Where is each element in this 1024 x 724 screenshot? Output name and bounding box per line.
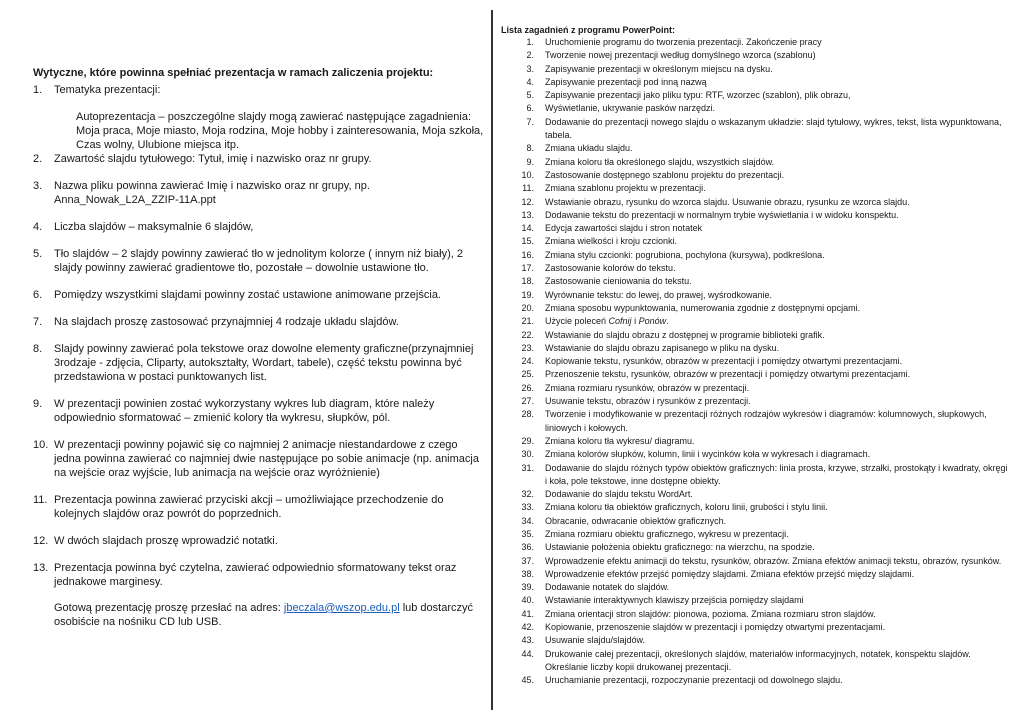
- guidelines-list: [33, 83, 485, 589]
- topic-item: [501, 342, 1011, 355]
- topic-item-number: 36.: [521, 542, 534, 553]
- topic-item-number: 31.: [521, 462, 534, 473]
- topic-item: [501, 408, 1011, 435]
- guideline-item-text: Zawartość slajdu tytułowego: Tytuł, imię i nazwisko oraz nr grupy.: [54, 153, 372, 165]
- topic-item-text: Obracanie, odwracanie obiektów graficznych.: [545, 515, 727, 526]
- topic-item: [501, 222, 1011, 235]
- topic-item-text: Wprowadzenie efektów przejść pomiędzy slajdami. Zmiana efektów przejść między slajdami.: [545, 568, 915, 579]
- topic-item: [501, 49, 1011, 62]
- topic-item-number: 16.: [521, 249, 534, 260]
- topic-item-text: Kopiowanie tekstu, rysunków, obrazów w prezentacji i pomiędzy otwartymi prezentacjami.: [545, 356, 903, 367]
- guidelines-column: [33, 66, 485, 629]
- topic-item-text: Dodawanie do slajdu tekstu WordArt.: [545, 489, 693, 500]
- topic-item: [501, 235, 1011, 248]
- topic-item-number: 9.: [526, 156, 534, 167]
- topic-item-text: Przenoszenie tekstu, rysunków, obrazów w prezentacji i pomiędzy otwartymi prezentacjami.: [545, 369, 911, 380]
- topic-item: [501, 462, 1011, 489]
- guideline-item-number: 3.: [33, 180, 43, 192]
- topic-item-number: 17.: [521, 263, 534, 274]
- topic-item: [501, 36, 1011, 49]
- topic-item-number: 12.: [521, 196, 534, 207]
- topic-item-number: 3.: [526, 63, 534, 74]
- closing-note: [33, 601, 485, 629]
- guideline-item-number: 2.: [33, 153, 43, 165]
- topic-item: [501, 116, 1011, 143]
- topic-item-text: Zapisywanie prezentacji jako pliku typu: RTF, wzorzec (szablon), plik obrazu,: [545, 90, 851, 101]
- topic-item: [501, 568, 1011, 581]
- topic-item-text: Kopiowanie, przenoszenie slajdów w prezentacji i pomiędzy otwartymi prezentacjami.: [545, 622, 886, 633]
- topic-item-text: Użycie poleceń Cofnij i Ponów.: [545, 316, 669, 327]
- guideline-item-text: W dwóch slajdach proszę wprowadzić notatki.: [54, 535, 278, 547]
- guideline-item: [33, 397, 485, 425]
- topic-item-number: 34.: [521, 515, 534, 526]
- topic-item-number: 42.: [521, 622, 534, 633]
- topic-item: [501, 196, 1011, 209]
- topic-item-text: Usuwanie tekstu, obrazów i rysunków z prezentacji.: [545, 396, 751, 407]
- topic-item-number: 40.: [521, 595, 534, 606]
- guideline-item-text: Na slajdach proszę zastosować przynajmniej 4 rodzaje układu slajdów.: [54, 316, 399, 328]
- topic-item: [501, 581, 1011, 594]
- topic-item-text: Dodawanie notatek do slajdów.: [545, 582, 670, 593]
- column-divider: [491, 10, 493, 710]
- topic-item-text: Zmiana rozmiaru rysunków, obrazów w prezentacji.: [545, 382, 750, 393]
- topic-item-text: Zmiana koloru tła obiektów graficznych, koloru linii, grubości i stylu linii.: [545, 502, 828, 513]
- guideline-item-text: Prezentacja powinna zawierać przyciski akcji – umożliwiające przechodzenie do kolejnych slajdów oraz powrót do poprzednich.: [54, 494, 444, 520]
- topic-item: [501, 102, 1011, 115]
- topic-item: [501, 674, 1011, 687]
- topic-item-number: 8.: [526, 143, 534, 154]
- guideline-item-text: Prezentacja powinna być czytelna, zawierać odpowiednio sformatowany tekst oraz jednakowe marginesy.: [54, 562, 457, 588]
- guideline-item: [33, 288, 485, 302]
- topic-item-text: Tworzenie i modyfikowanie w prezentacji różnych rodzajów wykresów i diagramów: kolumnowych, słupkowych, liniowych i kołowych.: [545, 409, 987, 433]
- guideline-item-text: W prezentacji powinny pojawić się co najmniej 2 animacje niestandardowe z czego jedna powinna zawierać co najmniej dwie następujące po sobie animacje (np. animacja na wejście oraz wyjście, lub animacja na wejście oraz wyróżnienie): [54, 439, 479, 479]
- guideline-item-number: 1.: [33, 84, 43, 96]
- topic-item: [501, 648, 1011, 675]
- topic-item: [501, 515, 1011, 528]
- guideline-item: [33, 561, 485, 589]
- topic-item-number: 43.: [521, 635, 534, 646]
- topic-item-text: Drukowanie całej prezentacji, określonych slajdów, materiałów informacyjnych, notatek, konspektu slajdów. Określanie liczby kopii drukowanej prezentacji.: [545, 648, 971, 672]
- topic-item: [501, 555, 1011, 568]
- topic-item-number: 27.: [521, 396, 534, 407]
- topic-item-text: Zastosowanie kolorów do tekstu.: [545, 263, 676, 274]
- topic-item: [501, 209, 1011, 222]
- topic-item-text: Tworzenie nowej prezentacji według domyślnego wzorca (szablonu): [545, 50, 816, 61]
- topic-item: [501, 368, 1011, 381]
- topic-item: [501, 435, 1011, 448]
- topic-item-number: 32.: [521, 489, 534, 500]
- topic-item-text: Zmiana stylu czcionki: pogrubiona, pochylona (kursywa), podkreślona.: [545, 249, 825, 260]
- guideline-item-number: 7.: [33, 316, 43, 328]
- topic-item-text: Zmiana wielkości i kroju czcionki.: [545, 236, 678, 247]
- email-link[interactable]: jbeczala@wszop.edu.pl: [283, 602, 400, 614]
- topic-item-number: 28.: [521, 409, 534, 420]
- topic-item-text: Zmiana kolorów słupków, kolumn, linii i wycinków koła w wykresach i diagramach.: [545, 449, 871, 460]
- topic-item-text: Ustawianie położenia obiektu graficznego: na wierzchu, na spodzie.: [545, 542, 815, 553]
- topic-item-number: 24.: [521, 356, 534, 367]
- topic-item-text: Zapisywanie prezentacji w określonym miejscu na dysku.: [545, 63, 773, 74]
- topic-item: [501, 315, 1011, 328]
- guideline-item: [33, 438, 485, 480]
- guideline-item-number: 12.: [33, 535, 49, 547]
- closing-text-before: Gotową prezentację proszę przesłać na adres:: [54, 602, 284, 614]
- topic-item-text: Usuwanie slajdu/slajdów.: [545, 635, 646, 646]
- topic-item-number: 18.: [521, 276, 534, 287]
- topic-item: [501, 302, 1011, 315]
- guideline-item: [33, 83, 485, 152]
- topic-item-text: Dodawanie tekstu do prezentacji w normalnym trybie wyświetlania i w widoku konspektu.: [545, 209, 899, 220]
- topic-item-text: Dodawanie do slajdu różnych typów obiektów graficznych: linia prosta, krzywe, strzałki, prostokąty i kwadraty, okręgi i koła, pole tekstowe, inne dostępne obiekty.: [545, 462, 1008, 486]
- topic-item-text: Wstawianie obrazu, rysunku do wzorca slajdu. Usuwanie obrazu, rysunku ze wzorca slajdu.: [545, 196, 910, 207]
- topic-item: [501, 329, 1011, 342]
- topic-item: [501, 594, 1011, 607]
- guideline-item-number: 5.: [33, 248, 43, 260]
- topic-item-number: 21.: [521, 316, 534, 327]
- guideline-item-text: Tematyka prezentacji:: [54, 84, 161, 96]
- topic-item: [501, 488, 1011, 501]
- guideline-item: [33, 220, 485, 234]
- topic-item: [501, 608, 1011, 621]
- topic-item-number: 22.: [521, 329, 534, 340]
- topic-item-number: 35.: [521, 528, 534, 539]
- guidelines-title: Wytyczne, które powinna spełniać prezentacja w ramach zaliczenia projektu:: [33, 67, 434, 79]
- topic-item-text: Wyrównanie tekstu: do lewej, do prawej, wyśrodkowanie.: [545, 289, 773, 300]
- topic-item-text: Zastosowanie cieniowania do tekstu.: [545, 276, 692, 287]
- topic-item-number: 4.: [526, 76, 534, 87]
- guideline-item-number: 8.: [33, 343, 43, 355]
- topic-item-text: Wyświetlanie, ukrywanie pasków narzędzi.: [545, 103, 715, 114]
- topic-item-number: 38.: [521, 568, 534, 579]
- topic-item-text: Uruchomienie programu do tworzenia prezentacji. Zakończenie pracy: [545, 37, 822, 47]
- guideline-item: [33, 179, 485, 207]
- topic-item-number: 2.: [526, 50, 534, 61]
- topic-item-number: 45.: [521, 675, 534, 686]
- topic-item-text: Zapisywanie prezentacji pod inną nazwą: [545, 76, 707, 87]
- topic-detail: Autoprezentacja – poszczególne slajdy mogą zawierać następujące zagadnienia: Moja praca, Moje miasto, Moja rodzina, Moje hobby i zainteresowania, Moja szkoła, Czas wolny, Ulubione miejsca itp.: [76, 111, 484, 151]
- topic-item: [501, 142, 1011, 155]
- guideline-item: [33, 315, 485, 329]
- closing-text-after: lub dostarczyć osobiście na nośniku CD lub USB.: [54, 602, 474, 628]
- guideline-item-number: 11.: [33, 494, 48, 506]
- topic-item-text: Uruchamianie prezentacji, rozpoczynanie prezentacji od dowolnego slajdu.: [545, 675, 843, 686]
- topic-item: [501, 382, 1011, 395]
- topic-item-number: 11.: [522, 183, 534, 194]
- topic-item-text: Zmiana orientacji stron slajdów: pionowa, pozioma. Zmiana rozmiaru stron slajdów.: [545, 608, 876, 619]
- guideline-item-number: 13.: [33, 562, 49, 574]
- topic-item-text: Wstawianie do slajdu obrazu z dostępnej w programie biblioteki grafik.: [545, 329, 825, 340]
- topic-item-text: Zmiana sposobu wypunktowania, numerowania zgodnie z dostępnymi opcjami.: [545, 302, 861, 313]
- topic-item-number: 44.: [521, 648, 534, 659]
- topic-item-number: 1.: [526, 37, 534, 47]
- topic-item: [501, 448, 1011, 461]
- topic-item: [501, 63, 1011, 76]
- topics-list: [501, 36, 1011, 688]
- guideline-item: [33, 493, 485, 521]
- topic-item-number: 14.: [521, 223, 534, 234]
- topic-item-number: 6.: [526, 103, 534, 114]
- topic-item: [501, 395, 1011, 408]
- topic-item-number: 37.: [521, 555, 534, 566]
- topic-item-text: Zastosowanie dostępnego szablonu projektu do prezentacji.: [545, 169, 785, 180]
- topic-item-text: Wstawianie do slajdu obrazu zapisanego w pliku na dysku.: [545, 342, 780, 353]
- topic-item-number: 41.: [521, 608, 534, 619]
- guideline-item: [33, 152, 485, 166]
- guideline-item-number: 10.: [33, 439, 49, 451]
- guideline-item-number: 4.: [33, 221, 43, 233]
- topic-item: [501, 501, 1011, 514]
- topic-item-text: Zmiana koloru tła wykresu/ diagramu.: [545, 435, 695, 446]
- topic-item-text: Wprowadzenie efektu animacji do tekstu, rysunków, obrazów. Zmiana efektów animacji tekstu, obrazów, rysunków.: [545, 555, 1002, 566]
- topic-item-text: Zmiana układu slajdu.: [545, 143, 633, 154]
- topic-item-number: 33.: [521, 502, 534, 513]
- guideline-item-number: 6.: [33, 289, 43, 301]
- topic-item-text: Zmiana szablonu projektu w prezentacji.: [545, 183, 706, 194]
- topic-item-number: 19.: [521, 289, 534, 300]
- topic-item-number: 13.: [521, 209, 534, 220]
- guideline-item: [33, 342, 485, 384]
- topic-item-number: 15.: [521, 236, 534, 247]
- topic-item: [501, 182, 1011, 195]
- topic-item-text: Edycja zawartości slajdu i stron notatek: [545, 223, 703, 234]
- topic-item-number: 26.: [521, 382, 534, 393]
- topic-item: [501, 634, 1011, 647]
- topic-item-number: 29.: [521, 435, 534, 446]
- topic-item-text: Wstawianie interaktywnych klawiszy przejścia pomiędzy slajdami: [545, 595, 804, 606]
- topics-column: [501, 24, 1011, 688]
- topic-item-number: 5.: [526, 90, 534, 101]
- guideline-item-text: Slajdy powinny zawierać pola tekstowe oraz dowolne elementy graficzne(przynajmniej 3rodzaje - zdjęcia, Cliparty, autokształty, Wordart, tabele), część tekstu powinna być przedstawiona w postaci punktowanych list.: [54, 343, 474, 383]
- topics-title: Lista zagadnień z programu PowerPoint:: [501, 25, 676, 35]
- topic-item-text: Zmiana rozmiaru obiektu graficznego, wykresu w prezentacji.: [545, 528, 789, 539]
- topic-item-number: 23.: [521, 342, 534, 353]
- topic-item: [501, 169, 1011, 182]
- guideline-item-text: Tło slajdów – 2 slajdy powinny zawierać tło w jednolitym kolorze ( innym niż biały), 2 slajdy powinny zawierać gradientowe tło, pozostałe – dowolnie ustawione tło.: [54, 248, 463, 274]
- topic-item: [501, 541, 1011, 554]
- topic-item: [501, 528, 1011, 541]
- topic-item-number: 25.: [521, 369, 534, 380]
- topic-item-number: 10.: [521, 169, 534, 180]
- topic-item-number: 7.: [526, 116, 534, 127]
- guideline-item-text: Liczba slajdów – maksymalnie 6 slajdów,: [54, 221, 254, 233]
- guideline-item-text: Nazwa pliku powinna zawierać Imię i nazwisko oraz nr grupy, np. Anna_Nowak_L2A_ZZIP-11A.ppt: [54, 180, 370, 206]
- topic-item: [501, 89, 1011, 102]
- topic-item: [501, 262, 1011, 275]
- topic-item: [501, 156, 1011, 169]
- topic-item-number: 30.: [521, 449, 534, 460]
- topic-item: [501, 355, 1011, 368]
- topic-item-text: Zmiana koloru tła określonego slajdu, wszystkich slajdów.: [545, 156, 775, 167]
- guideline-item: [33, 534, 485, 548]
- guideline-item-text: W prezentacji powinien zostać wykorzystany wykres lub diagram, które należy odpowiednio sformatować – zmienić kolory tła wykresu, słupków, pól.: [54, 398, 435, 424]
- guideline-item-text: Pomiędzy wszystkimi slajdami powinny zostać ustawione animowane przejścia.: [54, 289, 441, 301]
- guideline-item: [33, 247, 485, 275]
- topic-item: [501, 621, 1011, 634]
- topic-item: [501, 249, 1011, 262]
- topic-item-number: 39.: [521, 582, 534, 593]
- topic-item-text: Dodawanie do prezentacji nowego slajdu o wskazanym układzie: slajd tytułowy, wykres, tekst, lista wypunktowana, tabela.: [545, 116, 1002, 141]
- topic-item-number: 20.: [521, 302, 534, 313]
- topic-item: [501, 76, 1011, 89]
- topic-item: [501, 275, 1011, 288]
- guideline-item-number: 9.: [33, 398, 43, 410]
- topic-item: [501, 289, 1011, 302]
